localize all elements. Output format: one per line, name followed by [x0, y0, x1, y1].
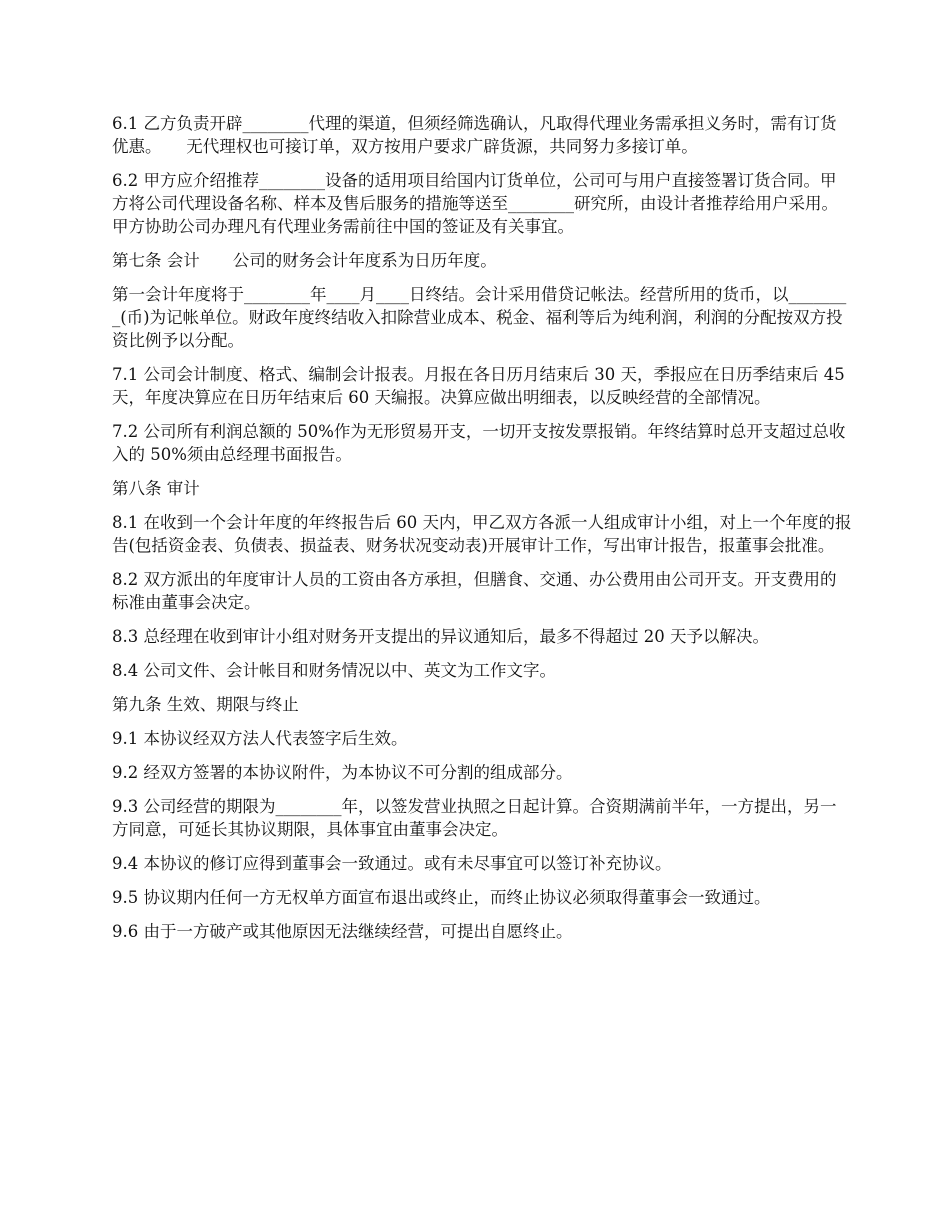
- section-heading-article-7: 第七条 会计 公司的财务会计年度系为日历年度。: [112, 251, 497, 270]
- paragraph-7-2: 7.2 公司所有利润总额的 50%作为无形贸易开支，一切开支按发票报销。年终结算时总开支超过总收入的 50%须由总经理书面报告。: [112, 422, 846, 464]
- paragraph-7-1: 7.1 公司会计制度、格式、编制会计报表。月报在各日历月结束后 30 天，季报应在日历季结束后 45 天，年度决算应在日历年结束后 60 天编报。决算应做出明细表，以反映经营的全部情况。: [112, 365, 850, 407]
- paragraph-6-1: 6.1 乙方负责开辟________代理的渠道，但须经筛选确认，凡取得代理业务需承担义务时，需有订货优惠。 无代理权也可接订单，双方按用户要求广辟货源，共同努力多接订单。: [112, 114, 837, 156]
- section-heading-article-8: 第八条 审计: [112, 479, 200, 498]
- paragraph-9-3: 9.3 公司经营的期限为________年，以签发营业执照之日起计算。合资期满前半年，一方提出，另一方同意，可延长其协议期限，具体事宜由董事会决定。: [112, 797, 837, 839]
- paragraph-8-2: 8.2 双方派出的年度审计人员的工资由各方承担，但膳食、交通、办公费用由公司开支。开支费用的标准由董事会决定。: [112, 570, 837, 612]
- section-heading-article-9: 第九条 生效、期限与终止: [112, 695, 299, 714]
- paragraph-6-2: 6.2 甲方应介绍推荐________设备的适用项目给国内订货单位，公司可与用户直接签署订货合同。甲方将公司代理设备名称、样本及售后服务的措施等送至________研究所，由设计者推荐给用户采用。甲方协助公司办理凡有代理业务需前往中国的签证及有关事宜。: [112, 171, 838, 236]
- paragraph-9-4: 9.4 本协议的修订应得到董事会一致通过。或有未尽事宜可以签订补充协议。: [112, 854, 672, 873]
- paragraph-9-1: 9.1 本协议经双方法人代表签字后生效。: [112, 729, 408, 748]
- paragraph-8-1: 8.1 在收到一个会计年度的年终报告后 60 天内，甲乙双方各派一人组成审计小组，对上一个年度的报告(包括资金表、负债表、损益表、财务状况变动表)开展审计工作，写出审计报告，报董事会批准。: [112, 513, 852, 555]
- paragraph-9-2: 9.2 经双方签署的本协议附件，为本协议不可分割的组成部分。: [112, 763, 573, 782]
- paragraph-8-4: 8.4 公司文件、会计帐目和财务情况以中、英文为工作文字。: [112, 661, 556, 680]
- paragraph-9-5: 9.5 协议期内任何一方无权单方面宣布退出或终止，而终止协议必须取得董事会一致通过。: [112, 888, 771, 907]
- paragraph-8-3: 8.3 总经理在收到审计小组对财务开支提出的异议通知后，最多不得超过 20 天予以解决。: [112, 627, 769, 646]
- paragraph-first-fiscal-year: 第一会计年度将于________年____月____日终结。会计采用借贷记帐法。经营所用的货币，以________(币)为记帐单位。财政年度终结收入扣除营业成本、税金、福利等后为纯利润，利润的分配按双方投资比例予以分配。: [112, 285, 847, 350]
- paragraph-9-6: 9.6 由于一方破产或其他原因无法继续经营，可提出自愿终止。: [112, 922, 573, 941]
- document-page: [112, 112, 852, 954]
